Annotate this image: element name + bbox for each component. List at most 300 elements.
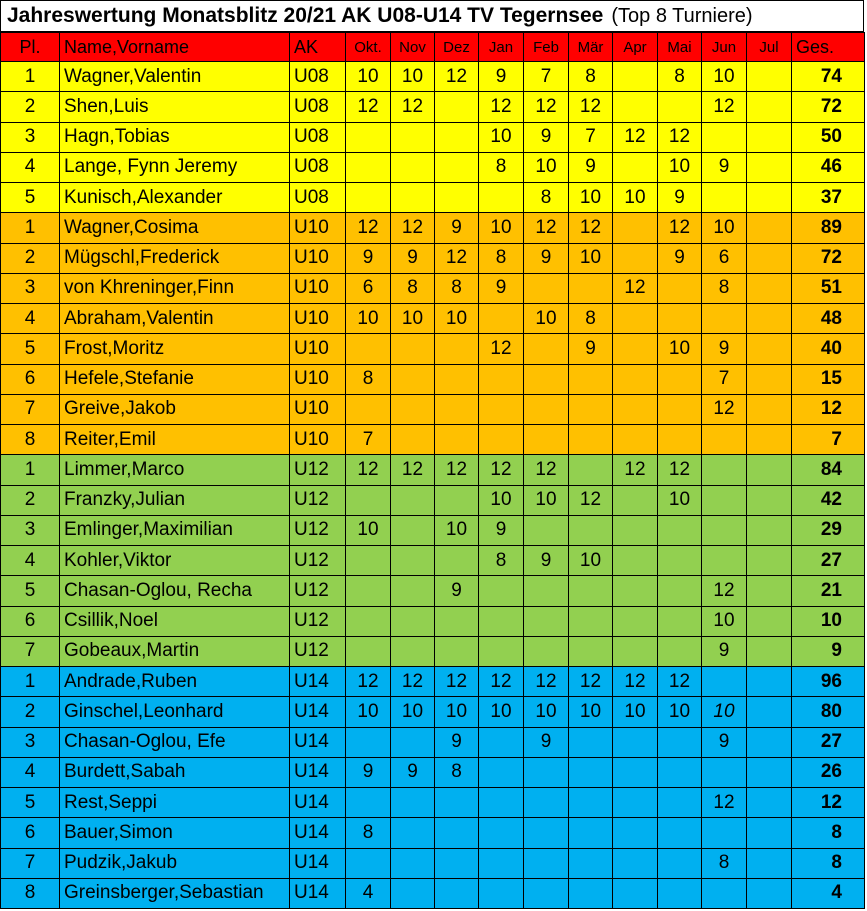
cell-score (702, 546, 747, 576)
cell-score: 9 (346, 757, 391, 787)
cell-age-class: U08 (290, 92, 346, 122)
cell-place: 5 (1, 576, 60, 606)
cell-score: 12 (658, 667, 702, 697)
cell-score (658, 757, 702, 787)
cell-score: 12 (524, 455, 569, 485)
cell-score (569, 818, 613, 848)
cell-name: Ginschel,Leonhard (60, 697, 290, 727)
cell-name: Rest,Seppi (60, 788, 290, 818)
cell-score (479, 304, 524, 334)
cell-score (702, 183, 747, 213)
cell-score (346, 334, 391, 364)
cell-score (747, 878, 792, 908)
cell-score (747, 334, 792, 364)
cell-score (658, 546, 702, 576)
cell-place: 1 (1, 213, 60, 243)
cell-total: 96 (792, 667, 865, 697)
cell-age-class: U08 (290, 183, 346, 213)
cell-score (524, 636, 569, 666)
cell-score (658, 92, 702, 122)
cell-score: 10 (702, 697, 747, 727)
cell-score (569, 515, 613, 545)
table-row (1, 485, 865, 515)
cell-score (569, 606, 613, 636)
cell-score: 8 (479, 546, 524, 576)
cell-score: 8 (702, 273, 747, 303)
cell-score: 8 (346, 818, 391, 848)
cell-score: 10 (702, 62, 747, 92)
cell-total: 72 (792, 243, 865, 273)
cell-score: 12 (346, 667, 391, 697)
table-row (1, 62, 865, 92)
cell-score (747, 636, 792, 666)
cell-score (613, 515, 658, 545)
table-row (1, 818, 865, 848)
cell-score (346, 727, 391, 757)
cell-score: 12 (702, 576, 747, 606)
cell-score (702, 667, 747, 697)
cell-score: 8 (391, 273, 435, 303)
cell-score (569, 576, 613, 606)
cell-score (435, 183, 479, 213)
cell-score: 10 (613, 183, 658, 213)
cell-score (747, 273, 792, 303)
cell-score: 12 (658, 455, 702, 485)
cell-score (658, 727, 702, 757)
cell-score: 12 (524, 667, 569, 697)
cell-score (524, 818, 569, 848)
cell-score (391, 818, 435, 848)
cell-score: 10 (569, 546, 613, 576)
cell-score: 10 (524, 697, 569, 727)
cell-score (391, 727, 435, 757)
cell-age-class: U14 (290, 848, 346, 878)
cell-score: 12 (479, 667, 524, 697)
cell-score (747, 425, 792, 455)
cell-score (524, 788, 569, 818)
cell-score (747, 183, 792, 213)
cell-score: 12 (569, 213, 613, 243)
header-month: Apr (613, 33, 658, 62)
cell-score (479, 757, 524, 787)
cell-score (391, 576, 435, 606)
cell-score (702, 122, 747, 152)
cell-score (346, 576, 391, 606)
cell-score (524, 606, 569, 636)
cell-place: 4 (1, 546, 60, 576)
cell-score: 12 (479, 334, 524, 364)
cell-score: 9 (702, 636, 747, 666)
cell-age-class: U14 (290, 727, 346, 757)
table-row (1, 273, 865, 303)
cell-place: 3 (1, 515, 60, 545)
cell-name: Bauer,Simon (60, 818, 290, 848)
cell-score (435, 606, 479, 636)
table-row (1, 213, 865, 243)
cell-score (747, 727, 792, 757)
table-row (1, 183, 865, 213)
cell-score (658, 848, 702, 878)
cell-score (435, 788, 479, 818)
cell-place: 6 (1, 606, 60, 636)
cell-score (613, 485, 658, 515)
cell-score (391, 394, 435, 424)
cell-score: 12 (613, 122, 658, 152)
cell-name: Kunisch,Alexander (60, 183, 290, 213)
cell-age-class: U10 (290, 243, 346, 273)
cell-score (391, 183, 435, 213)
cell-score (613, 243, 658, 273)
cell-score (613, 576, 658, 606)
cell-name: Csillik,Noel (60, 606, 290, 636)
header-name: Name,Vorname (60, 33, 290, 62)
cell-score: 12 (569, 485, 613, 515)
cell-score: 10 (346, 697, 391, 727)
cell-age-class: U12 (290, 606, 346, 636)
cell-score (524, 334, 569, 364)
cell-score: 9 (702, 727, 747, 757)
table-row (1, 636, 865, 666)
cell-score (524, 425, 569, 455)
cell-score: 12 (391, 667, 435, 697)
cell-score: 9 (435, 727, 479, 757)
table-row (1, 152, 865, 182)
cell-score (479, 788, 524, 818)
cell-score: 12 (346, 213, 391, 243)
cell-score: 12 (346, 92, 391, 122)
cell-score (479, 848, 524, 878)
cell-score (747, 576, 792, 606)
cell-score (524, 576, 569, 606)
cell-score (747, 213, 792, 243)
cell-score (569, 273, 613, 303)
cell-score (702, 515, 747, 545)
cell-age-class: U10 (290, 213, 346, 243)
cell-place: 2 (1, 92, 60, 122)
cell-name: Wagner,Cosima (60, 213, 290, 243)
cell-score: 10 (524, 304, 569, 334)
cell-score: 8 (658, 62, 702, 92)
cell-score: 9 (435, 213, 479, 243)
cell-score: 7 (346, 425, 391, 455)
cell-score: 10 (702, 213, 747, 243)
cell-score (391, 334, 435, 364)
cell-score (346, 788, 391, 818)
cell-score: 8 (479, 152, 524, 182)
cell-score (747, 304, 792, 334)
table-row (1, 304, 865, 334)
cell-age-class: U10 (290, 394, 346, 424)
cell-age-class: U12 (290, 455, 346, 485)
cell-score (658, 788, 702, 818)
cell-total: 27 (792, 546, 865, 576)
cell-score (702, 757, 747, 787)
cell-name: Hagn,Tobias (60, 122, 290, 152)
cell-score (702, 304, 747, 334)
cell-score (479, 818, 524, 848)
cell-place: 1 (1, 455, 60, 485)
table-row (1, 848, 865, 878)
cell-score: 9 (524, 122, 569, 152)
cell-score (747, 757, 792, 787)
cell-score (524, 364, 569, 394)
header-month: Dez (435, 33, 479, 62)
cell-score: 8 (346, 364, 391, 394)
cell-score (346, 546, 391, 576)
header-month: Nov (391, 33, 435, 62)
cell-score (569, 425, 613, 455)
cell-score (346, 485, 391, 515)
cell-score (613, 606, 658, 636)
cell-score: 10 (479, 485, 524, 515)
cell-score: 9 (479, 515, 524, 545)
cell-score (479, 183, 524, 213)
cell-name: Lange, Fynn Jeremy (60, 152, 290, 182)
cell-score (479, 394, 524, 424)
cell-place: 7 (1, 848, 60, 878)
cell-score (747, 394, 792, 424)
cell-score: 10 (658, 485, 702, 515)
cell-place: 8 (1, 878, 60, 908)
cell-score (658, 304, 702, 334)
cell-score (524, 848, 569, 878)
cell-score (658, 606, 702, 636)
cell-score (658, 425, 702, 455)
cell-name: Burdett,Sabah (60, 757, 290, 787)
cell-score: 6 (346, 273, 391, 303)
cell-score: 9 (391, 243, 435, 273)
cell-score (524, 273, 569, 303)
header-month: Jul (747, 33, 792, 62)
table-row (1, 394, 865, 424)
table-row (1, 515, 865, 545)
cell-score: 9 (479, 273, 524, 303)
cell-score (613, 304, 658, 334)
cell-score (658, 394, 702, 424)
cell-age-class: U12 (290, 515, 346, 545)
cell-score (613, 152, 658, 182)
cell-score: 8 (569, 62, 613, 92)
cell-score (747, 818, 792, 848)
cell-score: 4 (346, 878, 391, 908)
cell-score: 10 (435, 697, 479, 727)
cell-score (613, 788, 658, 818)
cell-total: 72 (792, 92, 865, 122)
cell-score (747, 848, 792, 878)
cell-score (658, 878, 702, 908)
cell-score: 7 (524, 62, 569, 92)
cell-score (747, 364, 792, 394)
cell-score: 12 (479, 92, 524, 122)
cell-score: 10 (479, 122, 524, 152)
cell-total: 9 (792, 636, 865, 666)
cell-score: 12 (524, 213, 569, 243)
cell-place: 7 (1, 394, 60, 424)
cell-score (613, 62, 658, 92)
header-month: Mär (569, 33, 613, 62)
cell-score: 9 (435, 576, 479, 606)
cell-place: 8 (1, 425, 60, 455)
table-row (1, 606, 865, 636)
cell-total: 46 (792, 152, 865, 182)
cell-score: 9 (658, 243, 702, 273)
cell-score: 12 (435, 667, 479, 697)
cell-name: Shen,Luis (60, 92, 290, 122)
cell-score (479, 727, 524, 757)
cell-name: Gobeaux,Martin (60, 636, 290, 666)
cell-score (346, 394, 391, 424)
cell-score: 8 (524, 183, 569, 213)
cell-age-class: U10 (290, 273, 346, 303)
cell-score (613, 848, 658, 878)
cell-place: 1 (1, 62, 60, 92)
cell-score: 10 (346, 62, 391, 92)
cell-score: 9 (346, 243, 391, 273)
cell-score (435, 485, 479, 515)
cell-score (613, 818, 658, 848)
cell-age-class: U10 (290, 425, 346, 455)
cell-score: 10 (346, 304, 391, 334)
cell-name: von Khreninger,Finn (60, 273, 290, 303)
cell-age-class: U14 (290, 818, 346, 848)
cell-score: 10 (524, 152, 569, 182)
cell-score (479, 425, 524, 455)
cell-score (569, 364, 613, 394)
cell-score: 12 (702, 788, 747, 818)
cell-age-class: U14 (290, 878, 346, 908)
cell-score (747, 243, 792, 273)
cell-score: 10 (569, 697, 613, 727)
cell-score: 8 (435, 273, 479, 303)
cell-score (613, 364, 658, 394)
cell-total: 29 (792, 515, 865, 545)
title-subtitle: (Top 8 Turniere) (611, 4, 753, 27)
cell-score: 7 (702, 364, 747, 394)
cell-score (524, 394, 569, 424)
cell-place: 3 (1, 122, 60, 152)
cell-total: 50 (792, 122, 865, 152)
cell-name: Kohler,Viktor (60, 546, 290, 576)
cell-score: 12 (658, 122, 702, 152)
cell-score (613, 425, 658, 455)
cell-total: 21 (792, 576, 865, 606)
cell-place: 2 (1, 243, 60, 273)
cell-place: 5 (1, 183, 60, 213)
cell-score (569, 757, 613, 787)
cell-score: 12 (613, 667, 658, 697)
cell-score: 10 (479, 213, 524, 243)
cell-score (747, 485, 792, 515)
cell-score: 10 (391, 304, 435, 334)
cell-age-class: U12 (290, 485, 346, 515)
cell-score: 12 (391, 92, 435, 122)
cell-total: 8 (792, 818, 865, 848)
header-month: Feb (524, 33, 569, 62)
cell-score: 6 (702, 243, 747, 273)
table-row (1, 546, 865, 576)
cell-score (747, 515, 792, 545)
cell-score (346, 152, 391, 182)
cell-score (702, 455, 747, 485)
cell-age-class: U10 (290, 364, 346, 394)
cell-score (524, 515, 569, 545)
cell-score (613, 727, 658, 757)
cell-score (569, 727, 613, 757)
cell-score (391, 606, 435, 636)
header-age-class: AK (290, 33, 346, 62)
cell-score: 12 (435, 62, 479, 92)
cell-score (346, 606, 391, 636)
cell-name: Abraham,Valentin (60, 304, 290, 334)
cell-total: 89 (792, 213, 865, 243)
cell-score (524, 878, 569, 908)
cell-score: 8 (435, 757, 479, 787)
cell-total: 42 (792, 485, 865, 515)
cell-score (613, 757, 658, 787)
cell-score (479, 606, 524, 636)
cell-place: 6 (1, 364, 60, 394)
cell-score: 8 (569, 304, 613, 334)
cell-place: 6 (1, 818, 60, 848)
cell-score: 10 (658, 152, 702, 182)
cell-score: 12 (702, 92, 747, 122)
cell-score (747, 697, 792, 727)
cell-score: 10 (569, 183, 613, 213)
cell-age-class: U08 (290, 62, 346, 92)
cell-age-class: U10 (290, 334, 346, 364)
cell-age-class: U14 (290, 757, 346, 787)
cell-score (569, 788, 613, 818)
cell-score: 7 (569, 122, 613, 152)
cell-score: 12 (435, 455, 479, 485)
table-row (1, 364, 865, 394)
cell-name: Mügschl,Frederick (60, 243, 290, 273)
cell-score: 10 (569, 243, 613, 273)
cell-score: 12 (391, 455, 435, 485)
cell-total: 12 (792, 788, 865, 818)
cell-score (658, 515, 702, 545)
cell-score (613, 394, 658, 424)
table-header-row (1, 33, 865, 62)
cell-age-class: U14 (290, 697, 346, 727)
cell-place: 2 (1, 697, 60, 727)
cell-score (702, 425, 747, 455)
cell-score (702, 878, 747, 908)
cell-score (479, 636, 524, 666)
cell-name: Franzky,Julian (60, 485, 290, 515)
cell-place: 5 (1, 788, 60, 818)
cell-score: 9 (391, 757, 435, 787)
cell-name: Frost,Moritz (60, 334, 290, 364)
cell-score: 10 (435, 304, 479, 334)
table-row (1, 92, 865, 122)
cell-score (435, 425, 479, 455)
cell-name: Chasan-Oglou, Efe (60, 727, 290, 757)
cell-score (346, 848, 391, 878)
cell-score (435, 636, 479, 666)
cell-age-class: U10 (290, 304, 346, 334)
cell-total: 51 (792, 273, 865, 303)
cell-total: 4 (792, 878, 865, 908)
cell-total: 12 (792, 394, 865, 424)
cell-place: 3 (1, 727, 60, 757)
cell-total: 10 (792, 606, 865, 636)
cell-score (346, 636, 391, 666)
cell-score (391, 425, 435, 455)
cell-score (747, 62, 792, 92)
cell-score: 12 (346, 455, 391, 485)
cell-score: 9 (524, 727, 569, 757)
